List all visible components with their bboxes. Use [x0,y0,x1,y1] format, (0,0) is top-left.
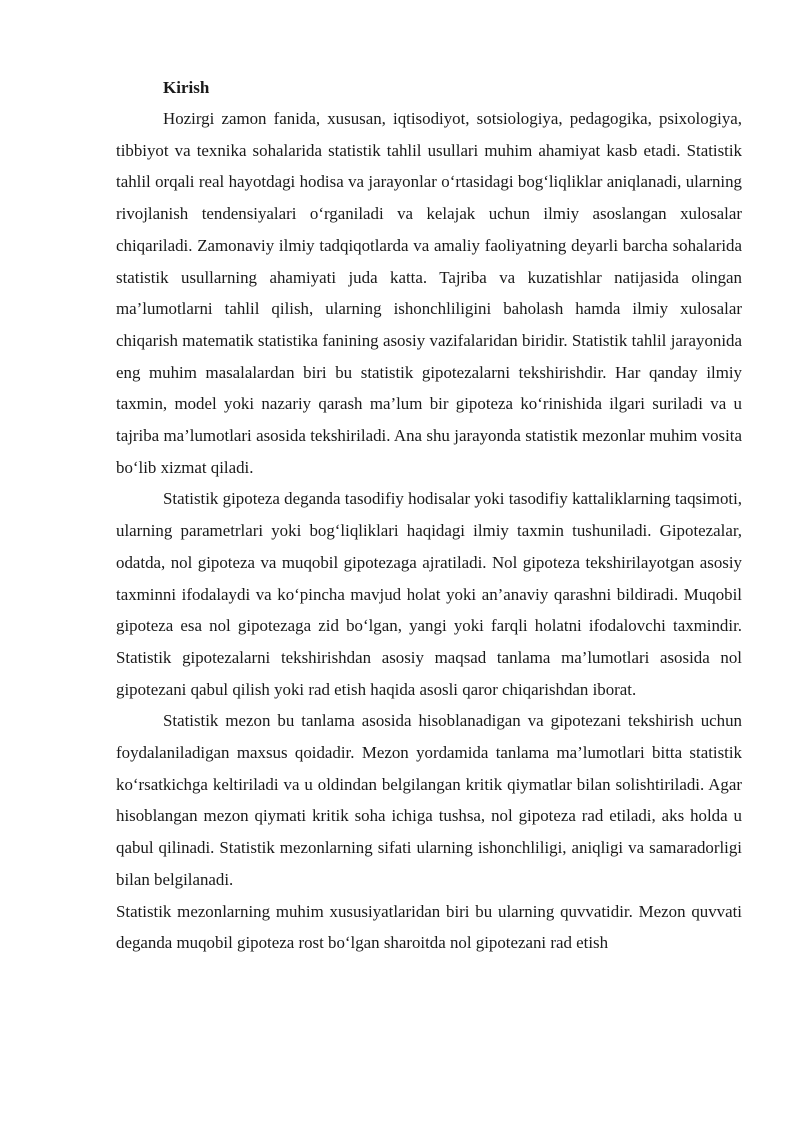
section-heading: Kirish [163,78,210,97]
paragraph-intro: Hozirgi zamon fanida, xususan, iqtisodiyot, sotsiologiya, pedagogika, psixologiya, tibbiyot va texnika sohalarida statistik tahlil usullari muhim ahamiyat kasb etadi. Statistik tahlil orqali real hayotdagi hodisa va jarayonlar o‘rtasidagi bog‘liqliklar aniqlanadi, ularning rivojlanish tendensiyalari o‘rganiladi va kelajak uchun ilmiy asoslangan xulosalar chiqariladi. Zamonaviy ilmiy tadqiqotlarda va amaliy faoliyatning deyarli barcha sohalarida statistik usullarning ahamiyati juda katta. Tajriba va kuzatishlar natijasida olingan ma’lumotlarni tahlil qilish, ularning ishonchliligini baholash hamda ilmiy xulosalar chiqarish matematik statistika fanining asosiy vazifalaridan biridir. Statistik tahlil jarayonida eng muhim masalalardan biri bu statistik gipotezalarni tekshirishdir. Har qanday ilmiy taxmin, model yoki nazariy qarash ma’lum bir gipoteza ko‘rinishida ilgari suriladi va u tajriba ma’lumotlari asosida tekshiriladi. Ana shu jarayonda statistik mezonlar muhim vosita bo‘lib xizmat qiladi. [116,109,742,477]
paragraph-criterion: Statistik mezon bu tanlama asosida hisoblanadigan va gipotezani tekshirish uchun foydalaniladigan maxsus qoidadir. Mezon yordamida tanlama ma’lumotlari bitta statistik ko‘rsatkichga keltiriladi va u oldindan belgilangan kritik qiymatlar bilan solishtiriladi. Agar hisoblangan mezon qiymati kritik soha ichiga tushsa, nol gipoteza rad etiladi, aks holda u qabul qilinadi. Statistik mezonlarning sifati ularning ishonchliligi, aniqligi va samaradorligi bilan belgilanadi. [116,711,742,889]
paragraph-power: Statistik mezonlarning muhim xususiyatlaridan biri bu ularning quvvatidir. Mezon quvvati deganda muqobil gipoteza rost bo‘lgan sharoitda nol gipotezani rad etish [116,901,742,953]
paragraph-hypothesis: Statistik gipoteza deganda tasodifiy hodisalar yoki tasodifiy kattaliklarning taqsimoti, ularning parametrlari yoki bog‘liqliklari haqidagi ilmiy taxmin tushuniladi. Gipotezalar, odatda, nol gipoteza va muqobil gipotezaga ajratiladi. Nol gipoteza tekshirilayotgan asosiy taxminni ifodalaydi va ko‘pincha mavjud holat yoki an’anaviy qarashni bildiradi. Muqobil gipoteza esa nol gipotezaga zid bo‘lgan, yangi yoki farqli holatni ifodalovchi taxmindir. Statistik gipotezalarni tekshirishdan asosiy maqsad tanlama ma’lumotlari asosida nol gipotezani qabul qilish yoki rad etish haqida asosli qaror chiqarishdan iborat. [116,489,742,699]
